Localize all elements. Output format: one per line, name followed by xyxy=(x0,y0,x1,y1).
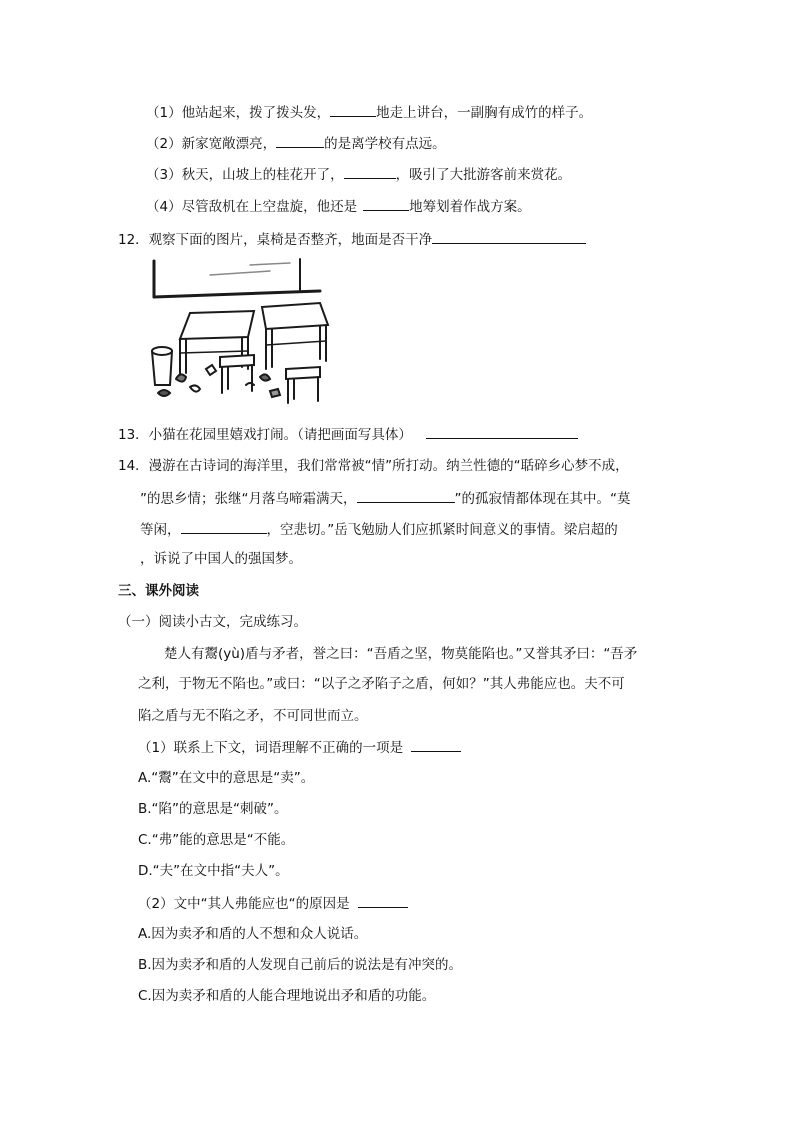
q13-blank[interactable] xyxy=(426,424,578,439)
reading-q2-option-b[interactable]: B.因为卖矛和盾的人发现自己前后的说法是有冲突的。 xyxy=(138,957,463,973)
q11-item-4 xyxy=(146,196,531,217)
reading-q1-option-c[interactable]: C.“弗”能的意思是“不能。 xyxy=(138,832,295,848)
q11-item-3-blank[interactable] xyxy=(344,164,396,179)
q14-line-3-text-a: 等闲， xyxy=(140,522,181,538)
q11-item-3 xyxy=(146,164,571,185)
q14-line-1 xyxy=(118,456,629,476)
q14-line-3-text-b: ，空悲切。”岳飞勉励人们应抓紧时间意义的事情。梁启超的 xyxy=(266,522,618,538)
reading-q2-text: （2）文中“其人弗能应也“的原因是 xyxy=(138,896,350,912)
q11-item-1-text-a: （1）他站起来，拨了拨头发， xyxy=(146,105,331,121)
q11-item-2 xyxy=(146,133,446,154)
q11-item-4-blank[interactable] xyxy=(363,196,409,211)
q14-blank-3[interactable] xyxy=(181,519,267,534)
reading-1-heading: （一）阅读小古文，完成练习。 xyxy=(118,614,307,630)
q14-line-2-text-a: ”的思乡情；张继“月落乌啼霜满天， xyxy=(140,491,357,507)
reading-q1-option-a[interactable]: A.“鬻”在文中的意思是“卖”。 xyxy=(138,770,315,786)
classroom-desks-picture xyxy=(150,257,340,407)
reading-1-passage-line-3: 陷之盾与无不陷之矛，不可同世而立。 xyxy=(138,708,368,724)
q12-text: 12．观察下面的图片，桌椅是否整齐，地面是否干净 xyxy=(118,232,433,248)
reading-q2-blank[interactable] xyxy=(358,893,408,908)
q11-item-3-text-a: （3）秋天，山坡上的桂花开了， xyxy=(146,167,344,183)
q11-item-2-text-b: 的是离学校有点远。 xyxy=(324,136,446,152)
q11-item-4-text-a: （4）尽管敌机在上空盘旋，他还是 xyxy=(146,199,358,215)
q11-item-3-text-b: ，吸引了大批游客前来赏花。 xyxy=(395,167,572,183)
q14-line-4 xyxy=(140,549,302,569)
reading-1-passage-line-1: 楚人有鬻(yù)盾与矛者，誉之曰：“吾盾之坚，物莫能陷也。”又誉其矛曰：“吾矛 xyxy=(164,646,638,662)
q14-line-2 xyxy=(140,488,631,509)
reading-q1 xyxy=(138,737,461,758)
reading-q1-option-d[interactable]: D.“夫”在文中指“夫人”。 xyxy=(138,863,289,879)
q13-text: 13．小猫在花园里嬉戏打闹。（请把画面写具体） xyxy=(118,427,412,443)
q14-line-2-text-b: ”的孤寂情都体现在其中。“莫 xyxy=(454,491,631,507)
reading-q2 xyxy=(138,893,408,914)
reading-q2-option-c[interactable]: C.因为卖矛和盾的人能合理地说出矛和盾的功能。 xyxy=(138,988,436,1004)
q13-prompt xyxy=(118,424,578,445)
reading-1-passage-line-2: 之利，于物无不陷也。”或曰：“以子之矛陷子之盾，何如？”其人弗能应也。夫不可 xyxy=(138,676,625,692)
reading-q1-blank[interactable] xyxy=(411,737,461,752)
reading-q2-option-a[interactable]: A.因为卖矛和盾的人不想和众人说话。 xyxy=(138,926,368,942)
section-3-title: 三、课外阅读 xyxy=(118,583,199,599)
q14-line-1-text: 14．漫游在古诗词的海洋里，我们常常被“情”所打动。纳兰性德的“聒碎乡心梦不成， xyxy=(118,458,629,474)
q11-item-4-text-b: 地筹划着作战方案。 xyxy=(409,199,531,215)
q14-line-4-text: ，诉说了中国人的强国梦。 xyxy=(140,551,302,567)
q11-item-1-text-b: 地走上讲台，一副胸有成竹的样子。 xyxy=(376,105,593,121)
q12-prompt xyxy=(118,229,586,250)
q14-blank-2[interactable] xyxy=(357,488,455,503)
reading-q1-option-b[interactable]: B.“陷”的意思是“刺破”。 xyxy=(138,801,288,817)
q14-line-3 xyxy=(140,519,618,540)
q12-blank[interactable] xyxy=(432,229,586,244)
q11-item-2-blank[interactable] xyxy=(276,133,324,148)
q11-item-1-blank[interactable] xyxy=(330,102,376,117)
reading-q1-text: （1）联系上下文，词语理解不正确的一项是 xyxy=(138,740,404,756)
q11-item-1 xyxy=(146,102,592,123)
q11-item-2-text-a: （2）新家宽敞漂亮， xyxy=(146,136,277,152)
